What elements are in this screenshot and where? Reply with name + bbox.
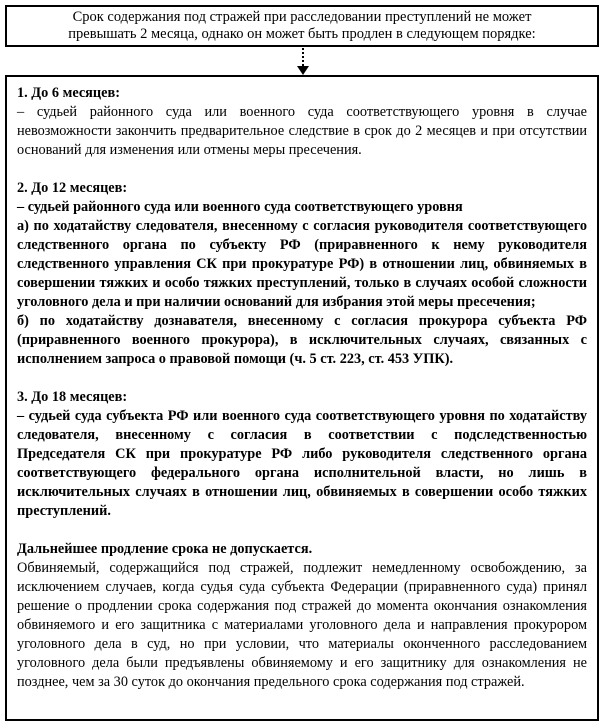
intro-line-2: превышать 2 месяца, однако он может быть продлен в следующем порядке: [68,26,536,42]
section-item: Обвиняемый, содержащийся под стражей, подлежит немедленному освобождению, за исключением случаев, когда судья суда субъекта Федерации (приравненного суда) принял решение о продлении срока содержания под стражей до момента окончания ознакомления обвиняемого и его защитника с материалами уголовного дела и направления прокурором уголовного дела в суд, но при условии, что материалы оконченного расследованием уголовного дела были предъявлены обвиняемому и его защитнику для ознакомления не позднее, чем за 30 суток до окончания предельного срока содержания под стражей. [17,560,587,690]
section-18-months [17,388,587,521]
intro-box [5,5,599,47]
section-item: а) по ходатайству следователя, внесенному с согласия руководителя соответствующего следственного органа по субъекту РФ (приравненного к нему руководителя следственного управления СК при прокуратуре РФ) в отношении лиц, обвиняемых в совершении тяжких и особо тяжких преступлений, только в случаях особой сложности уголовного дела и при наличии оснований для избрания этой меры пресечения; [17,218,587,310]
section-item: б) по ходатайству дознавателя, внесенному с согласия прокурора субъекта РФ (приравненного военного прокурора), в исключительных случаях, связанных с исполнением запроса о правовой помощи (ч. 5 ст. 223, ст. 453 УПК). [17,313,587,367]
section-12-months [17,179,587,369]
intro-text [22,9,582,43]
section-heading: Дальнейшее продление срока не допускается. [17,541,313,557]
section-6-months [17,84,587,160]
intro-line-1: Срок содержания под стражей при расследовании преступлений не может [72,9,532,25]
section-no-extension [17,540,587,692]
section-heading: 1. До 6 месяцев: [17,85,120,101]
rules-box [5,75,599,721]
section-item: – судьей районного суда или военного суда соответствующего уровня в случае невозможности закончить предварительное следствие в срок до 2 месяцев и при отсутствии оснований для изменения или отмены меры пресечения. [17,104,587,158]
section-item: – судьей суда субъекта РФ или военного суда соответствующего уровня по ходатайству следователя, внесенному с согласия в соответствии с подследственностью Председателя СК при прокуратуре РФ либо руководителя следственного органа соответствующего федерального органа исполнительной власти, но лишь в исключительных случаях в отношении лиц, обвиняемых в совершении особо тяжких преступлений. [17,408,587,519]
section-heading: 2. До 12 месяцев: [17,180,128,196]
section-item: – судьей районного суда или военного суда соответствующего уровня [17,199,463,215]
down-arrow-icon [293,48,313,76]
section-heading: 3. До 18 месяцев: [17,389,128,405]
